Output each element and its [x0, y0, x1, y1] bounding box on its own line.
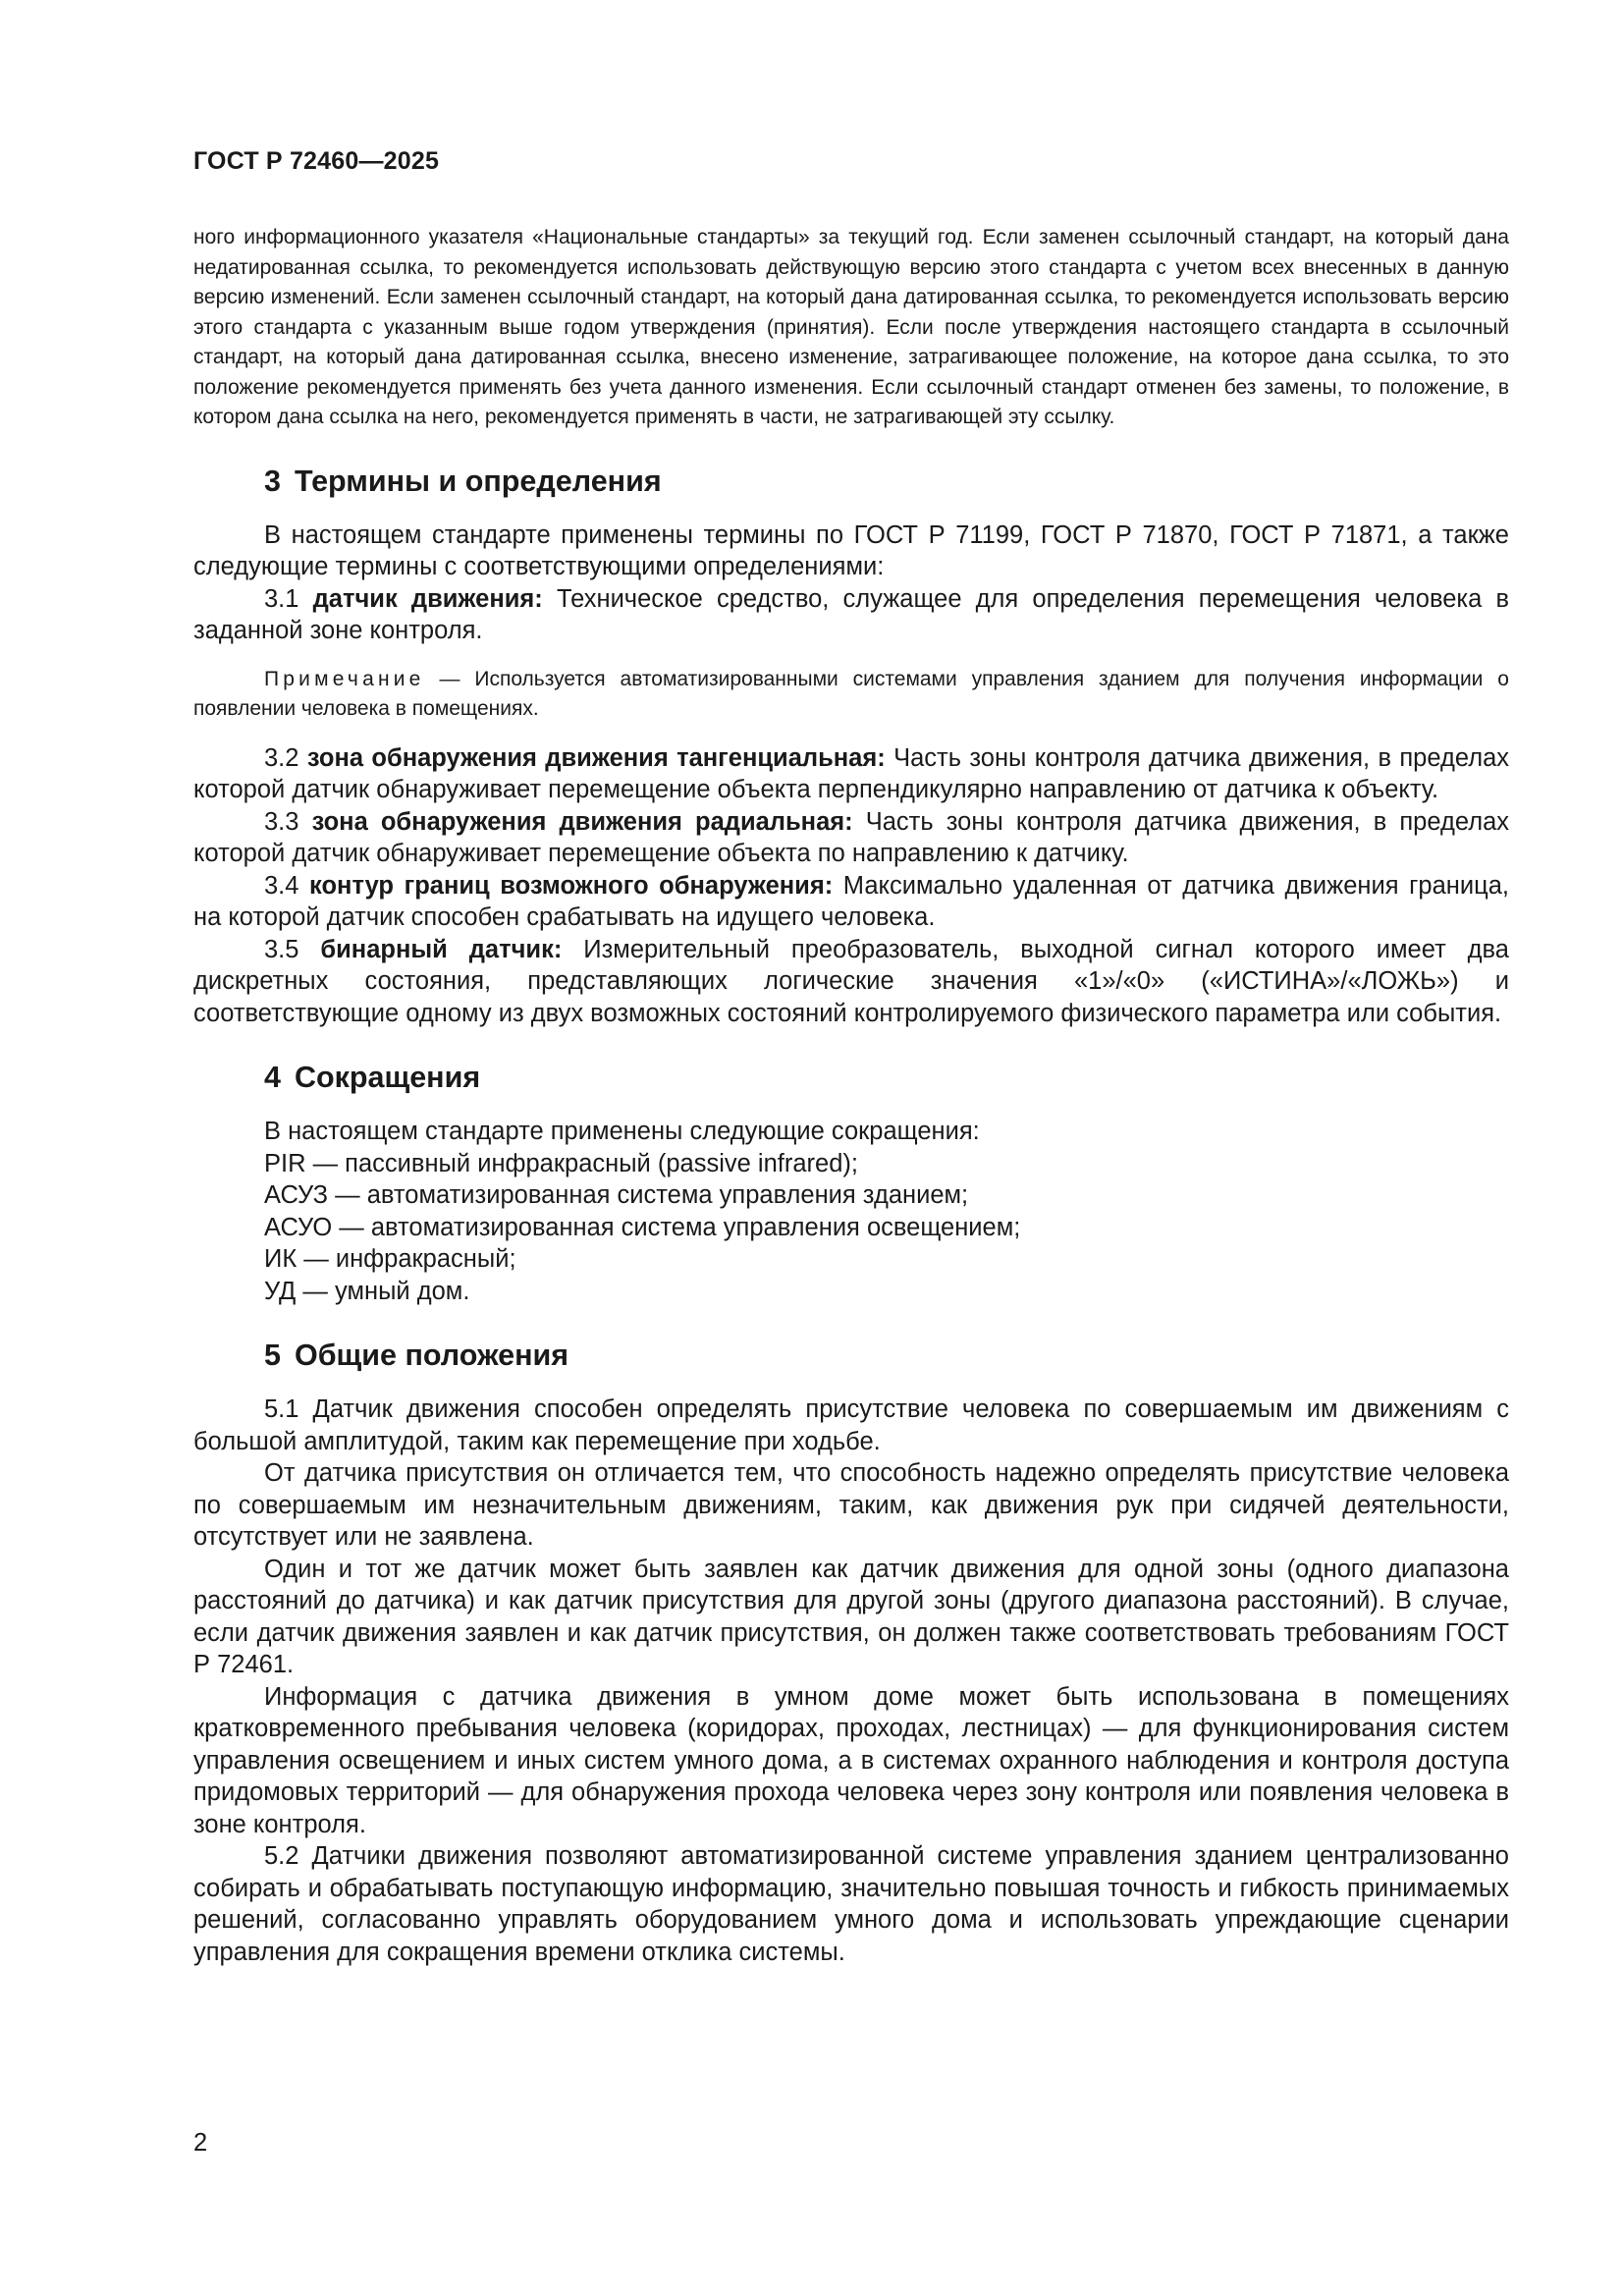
term-3-1 — [193, 583, 1509, 647]
abbreviation-item: PIR — пассивный инфракрасный (passive infrared); — [264, 1149, 858, 1177]
term-name: бинарный датчик: — [320, 935, 563, 963]
section-3-number: 3 — [264, 464, 281, 498]
section-5-heading — [193, 1337, 1509, 1374]
abbreviation-item: ИК — инфракрасный; — [264, 1245, 516, 1273]
section-5-title: Общие положения — [294, 1339, 569, 1372]
paragraph-5-2: 5.2 Датчики движения позволяют автоматизированной системе управления зданием централизованно собирать и обрабатывать поступающую информацию, значительно повышая точность и гибкость принимаемых решений, согласованно управлять оборудованием умного дома и использовать упреждающие сценарии управления для сокращения времени отклика системы. — [193, 1842, 1509, 1966]
term-name: датчик движения: — [312, 584, 543, 613]
paragraph-5-1-b: От датчика присутствия он отличается тем, что способность надежно определять присутствие человека по совершаемым им незначительным движениям, таким, как движения рук при сидячей деятельности, отсутствует или не заявлена. — [193, 1459, 1509, 1551]
term-name: зона обнаружения движения радиальная: — [311, 807, 853, 836]
term-3-5 — [193, 934, 1509, 1030]
paragraph-5-1-d: Информация с датчика движения в умном доме может быть использована в помещениях кратковременного пребывания человека (коридорах, проходах, лестницах) — для функционирования систем управления освещением и иных систем умного дома, а в системах охранного наблюдения и контроля доступа придомовых территорий — для обнаружения прохода человека через зону контроля или появления человека в зоне контроля. — [193, 1682, 1509, 1838]
paragraph-5-1-c: Один и тот же датчик может быть заявлен как датчик движения для одной зоны (одного диапазона расстояний до датчика) и как датчик присутствия для другой зоны (другого диапазона расстояний). В случае, если датчик движения заявлен и как датчик присутствия, он должен также соответствовать требованиям ГОСТ Р 72461. — [193, 1555, 1509, 1678]
term-definition: Часть зоны контроля датчика движения, в пределах которой датчик обнаруживает перемещение объекта по направлению к датчику. — [193, 807, 1510, 867]
abbreviation-item: АСУЗ — автоматизированная система управления зданием; — [264, 1181, 969, 1209]
section-3-title: Термины и определения — [294, 464, 662, 498]
term-3-3 — [193, 806, 1509, 870]
paragraph-5-1: 5.1 Датчик движения способен определять присутствие человека по совершаемым им движениям с большой амплитудой, таким как перемещение при ходьбе. — [193, 1395, 1509, 1455]
term-number: 3.4 — [264, 871, 299, 900]
abbreviation-item: УД — умный дом. — [264, 1277, 470, 1305]
term-3-2 — [193, 742, 1509, 806]
section-5-number: 5 — [264, 1339, 281, 1372]
section-3-intro: В настоящем стандарте применены термины по ГОСТ Р 71199, ГОСТ Р 71870, ГОСТ Р 71871, а также следующие термины с соответствующими определениями: — [193, 520, 1509, 580]
intro-paragraph: ного информационного указателя «Национальные стандарты» за текущий год. Если заменен ссылочный стандарт, на который дана недатированная ссылка, то рекомендуется использовать действующую версию этого стандарта с учетом всех внесенных в данную версию изменений. Если заменен ссылочный стандарт, на который дана датированная ссылка, то рекомендуется использовать версию этого стандарта с указанным выше годом утверждения (принятия). Если после утверждения настоящего стандарта в ссылочный стандарт, на который дана датированная ссылка, внесено изменение, затрагивающее положение, на которое дана ссылка, то это положение рекомендуется применять без учета данного изменения. Если ссылочный стандарт отменен без замены, то положение, в котором дана ссылка на него, рекомендуется применять в части, не затрагивающей эту ссылку. — [193, 226, 1509, 428]
note-3-1 — [193, 665, 1509, 725]
section-3-heading — [193, 463, 1509, 500]
note-text: — Используется автоматизированными системами управления зданием для получения информации о появлении человека в помещениях. — [193, 667, 1509, 720]
term-name: зона обнаружения движения тангенциальная: — [306, 743, 886, 772]
running-header: ГОСТ Р 72460—2025 — [193, 147, 440, 175]
term-number: 3.5 — [264, 935, 299, 963]
term-definition: Часть зоны контроля датчика движения, в пределах которой датчик обнаруживает перемещение объекта перпендикулярно направлению от датчика к объекту. — [193, 743, 1510, 803]
term-definition: Максимально удаленная от датчика движения граница, на которой датчик способен срабатывать на идущего человека. — [193, 871, 1509, 931]
page-content — [193, 223, 1509, 1968]
term-definition: Техническое средство, служащее для определения перемещения человека в заданной зоне контроля. — [193, 584, 1509, 644]
term-name: контур границ возможного обнаружения: — [309, 871, 834, 900]
section-4-number: 4 — [264, 1061, 281, 1094]
section-4-title: Сокращения — [294, 1061, 481, 1094]
abbreviation-item: АСУО — автоматизированная система управления освещением; — [264, 1213, 1021, 1241]
term-number: 3.3 — [264, 807, 299, 836]
note-label: Примечание — [264, 667, 425, 690]
section-4-intro: В настоящем стандарте применены следующие сокращения: — [264, 1118, 980, 1145]
term-3-4 — [193, 870, 1509, 934]
term-number: 3.2 — [264, 743, 299, 772]
term-number: 3.1 — [264, 584, 299, 613]
section-4-heading — [193, 1059, 1509, 1096]
term-definition: Измерительный преобразователь, выходной сигнал которого имеет два дискретных состояния, представляющих логические значения «1»/«0» («ИСТИНА»/«ЛОЖЬ») и соответствующие одному из двух возможных состояний контролируемого физического параметра или события. — [193, 935, 1509, 1027]
page-number: 2 — [193, 2129, 208, 2157]
